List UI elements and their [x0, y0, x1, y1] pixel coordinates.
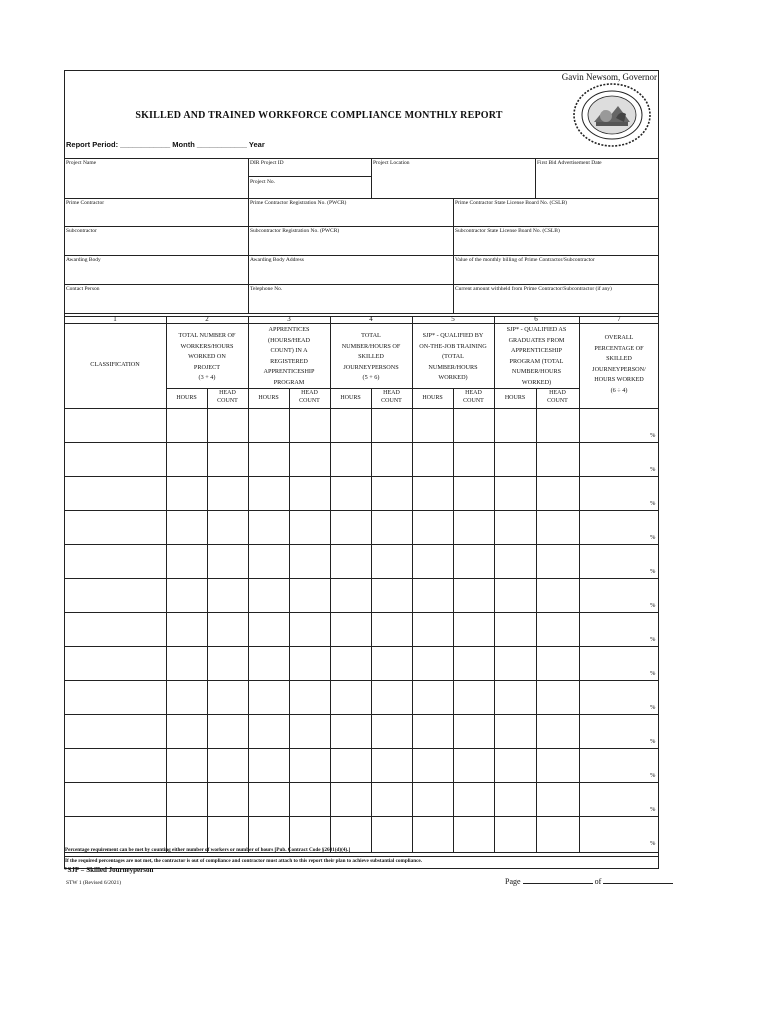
- column-number: 7: [617, 315, 621, 323]
- divider: [248, 176, 371, 177]
- percentage-note: Percentage requirement can be met by counting either number of workers or number of hours [Pub. Contract Code §2601(d)(4).]: [65, 847, 351, 853]
- state-seal-icon: [572, 82, 652, 148]
- percent-sign: %: [650, 534, 656, 541]
- governor-name: Gavin Newsom, Governor: [561, 72, 657, 82]
- sjp-ojt-header: SJP* - QUALIFIED BY ON-THE-JOB TRAINING (TOTAL NUMBER/HOURS WORKED): [419, 332, 487, 381]
- telephone-field[interactable]: Telephone No.: [250, 286, 283, 292]
- form-border: [64, 70, 659, 869]
- divider: [64, 255, 659, 256]
- sub-cslb-field[interactable]: Subcontractor State License Board No. (CSLB): [455, 228, 560, 234]
- awarding-body-field[interactable]: Awarding Body: [66, 257, 101, 263]
- form-revision: STW 1 (Revised 6/2021): [66, 880, 122, 886]
- awarding-body-address-field[interactable]: Awarding Body Address: [250, 257, 304, 263]
- percent-sign: %: [650, 500, 656, 507]
- table-row[interactable]: [64, 816, 659, 817]
- hours-subheader: HOURS: [258, 395, 279, 401]
- hours-subheader: HOURS: [176, 395, 197, 401]
- page-label: Page: [505, 877, 521, 886]
- table-row[interactable]: [64, 442, 659, 443]
- table-row[interactable]: [64, 782, 659, 783]
- divider: [64, 284, 659, 285]
- total-pages-field[interactable]: [603, 877, 673, 884]
- dir-project-id-field[interactable]: DIR Project ID: [250, 160, 284, 166]
- percent-sign: %: [650, 772, 656, 779]
- column-number: 4: [369, 315, 373, 323]
- column-number: 6: [534, 315, 538, 323]
- page-field[interactable]: [523, 877, 593, 884]
- page-title: SKILLED AND TRAINED WORKFORCE COMPLIANCE MONTHLY REPORT: [135, 110, 503, 121]
- divider: [64, 198, 659, 199]
- hours-subheader: HOURS: [422, 395, 443, 401]
- head-count-subheader: HEAD COUNT: [381, 390, 402, 404]
- compliance-note: If the required percentages are not met, the contractor is out of compliance and contractor must attach to this report their plan to achieve substantial compliance.: [65, 858, 422, 864]
- head-count-subheader: HEAD COUNT: [463, 390, 484, 404]
- sjp-graduates-header: SJP* - QUALIFIED AS GRADUATES FROM APPRENTICESHIP PROGRAM (TOTAL NUMBER/HOURS WORKED): [506, 326, 567, 386]
- column-number: 2: [205, 315, 209, 323]
- divider: [371, 158, 372, 198]
- table-row[interactable]: [64, 578, 659, 579]
- total-workers-header: TOTAL NUMBER OF WORKERS/HOURS WORKED ON PROJECT (3 + 4): [178, 332, 236, 381]
- of-label: of: [594, 877, 602, 886]
- table-row[interactable]: [64, 544, 659, 545]
- percent-sign: %: [650, 738, 656, 745]
- head-count-subheader: HEAD COUNT: [299, 390, 320, 404]
- classification-header: CLASSIFICATION: [90, 361, 140, 368]
- amount-withheld-field[interactable]: Current amount withheld from Prime Contractor/Subcontractor (if any): [455, 286, 612, 292]
- column-number: 1: [113, 315, 117, 323]
- column-number: 5: [451, 315, 455, 323]
- divider: [579, 316, 580, 852]
- hours-subheader: HOURS: [504, 395, 526, 401]
- prime-cslb-field[interactable]: Prime Contractor State License Board No. (CSLB): [455, 200, 567, 206]
- table-row[interactable]: [64, 680, 659, 681]
- first-bid-date-field[interactable]: First Bid Advertisement Date: [537, 160, 602, 166]
- percent-sign: %: [650, 466, 656, 473]
- skilled-journeypersons-header: TOTAL NUMBER/HOURS OF SKILLED JOURNEYPERSONS (5 + 6): [341, 332, 401, 381]
- monthly-billing-field[interactable]: Value of the monthly billing of Prime Contractor/Subcontractor: [455, 257, 595, 263]
- prime-contractor-field[interactable]: Prime Contractor: [66, 200, 105, 206]
- prime-pwcr-field[interactable]: Prime Contractor Registration No. (PWCR): [250, 200, 347, 206]
- page-number: [505, 877, 673, 886]
- sjp-definition: *SJP = Skilled Journeyperson: [64, 866, 154, 874]
- percent-sign: %: [650, 806, 656, 813]
- head-count-subheader: HEAD COUNT: [217, 390, 238, 404]
- project-no-field[interactable]: Project No.: [250, 179, 276, 185]
- percent-sign: %: [650, 704, 656, 711]
- percent-sign: %: [650, 568, 656, 575]
- table-row[interactable]: [64, 510, 659, 511]
- apprentices-header: APPRENTICES (HOURS/HEAD COUNT) IN A REGISTERED APPRENTICESHIP PROGRAM: [263, 326, 315, 386]
- table-row[interactable]: [64, 748, 659, 749]
- percent-sign: %: [650, 432, 656, 439]
- percent-sign: %: [650, 602, 656, 609]
- divider: [64, 158, 659, 159]
- divider: [453, 198, 454, 313]
- table-row[interactable]: [64, 476, 659, 477]
- divider: [535, 158, 536, 198]
- percent-sign: %: [650, 840, 656, 847]
- table-row[interactable]: [64, 646, 659, 647]
- divider: [64, 856, 659, 857]
- subcontractor-field[interactable]: Subcontractor: [66, 228, 97, 234]
- table-row[interactable]: [64, 714, 659, 715]
- project-location-field[interactable]: Project Location: [373, 160, 410, 166]
- divider: [64, 316, 65, 852]
- divider: [248, 158, 249, 313]
- divider: [64, 313, 659, 314]
- percent-sign: %: [650, 670, 656, 677]
- head-count-subheader: HEAD COUNT: [547, 390, 568, 404]
- column-number: 3: [287, 315, 291, 323]
- contact-person-field[interactable]: Contact Person: [66, 286, 100, 292]
- divider: [64, 408, 659, 409]
- project-name-field[interactable]: Project Name: [66, 160, 97, 166]
- percent-sign: %: [650, 636, 656, 643]
- divider: [64, 226, 659, 227]
- report-period: Report Period: ____________ Month ____________ Year: [66, 140, 265, 149]
- hours-subheader: HOURS: [340, 395, 361, 401]
- sub-pwcr-field[interactable]: Subcontractor Registration No. (PWCR): [250, 228, 340, 234]
- table-row[interactable]: [64, 612, 659, 613]
- divider: [64, 323, 659, 324]
- overall-percentage-header: OVERALL PERCENTAGE OF SKILLED JOURNEYPERSON/ HOURS WORKED (6 ÷ 4): [592, 334, 646, 394]
